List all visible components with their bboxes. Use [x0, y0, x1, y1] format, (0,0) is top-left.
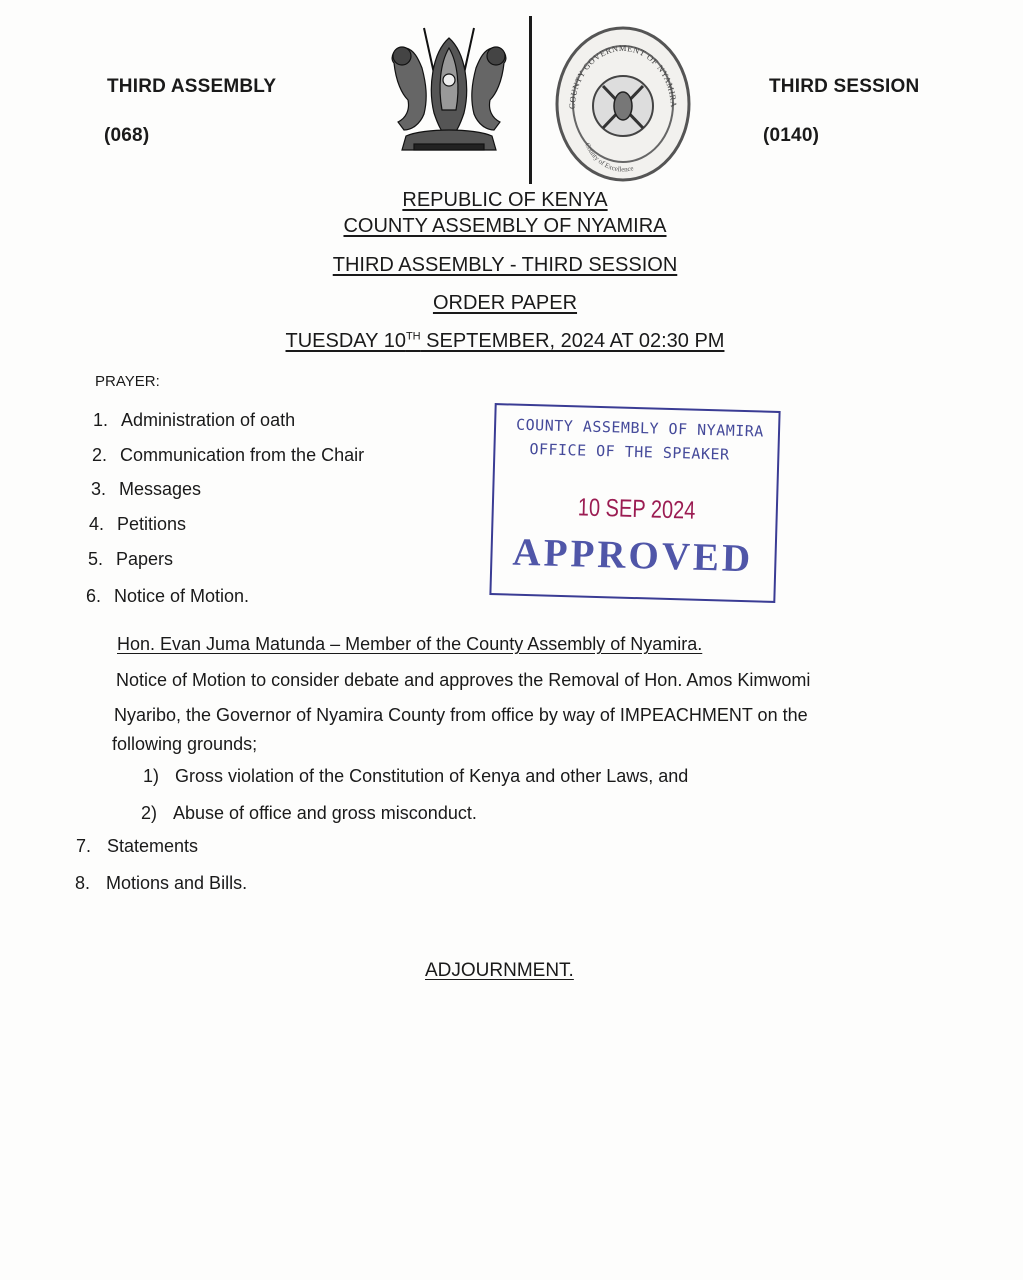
assembly-number: (068): [104, 125, 150, 146]
ground-item: 1) Gross violation of the Constitution of Kenya and other Laws, and: [143, 766, 689, 786]
list-item: 7. Statements: [76, 836, 199, 856]
motion-text-line: Notice of Motion to consider debate and approves the Removal of Hon. Amos Kimwomi: [116, 670, 811, 690]
session-number: (0140): [763, 125, 820, 146]
motion-text-line: Nyaribo, the Governor of Nyamira County from office by way of IMPEACHMENT on the: [114, 705, 808, 725]
seal-text: COUNTY GOVERNMENT OF NYAMIRA: [566, 42, 680, 110]
order-paper-title: ORDER PAPER: [432, 292, 578, 314]
list-item: 5. Papers: [88, 549, 174, 569]
ground-item: 2) Abuse of office and gross misconduct.: [141, 803, 477, 823]
county-seal-icon: [553, 24, 693, 184]
assembly-label: THIRD ASSEMBLY: [107, 76, 277, 97]
stamp-speaker-line: OFFICE OF THE SPEAKER: [529, 440, 730, 464]
list-item: 8. Motions and Bills.: [75, 873, 248, 893]
session-label: THIRD SESSION: [769, 76, 920, 97]
county-assembly-title: COUNTY ASSEMBLY OF NYAMIRA: [343, 215, 667, 237]
stamp-office-line: COUNTY ASSEMBLY OF NYAMIRA: [515, 415, 765, 441]
list-item: 4. Petitions: [89, 514, 187, 534]
approval-stamp: [489, 403, 780, 603]
republic-title: REPUBLIC OF KENYA: [402, 189, 608, 211]
sitting-date: TUESDAY 10TH SEPTEMBER, 2024 AT 02:30 PM: [285, 330, 725, 352]
session-title: THIRD ASSEMBLY - THIRD SESSION: [332, 254, 678, 276]
stamp-approved: APPROVED: [511, 530, 754, 581]
list-item: 3. Messages: [91, 479, 202, 499]
header-divider: [529, 16, 532, 184]
adjournment-heading: ADJOURNMENT.: [425, 960, 574, 981]
stamp-date: 10 SEP 2024: [577, 493, 696, 525]
seal-motto: County of Excellence: [583, 141, 635, 174]
motion-mover: Hon. Evan Juma Matunda – Member of the County Assembly of Nyamira.: [117, 634, 703, 654]
motion-text-line: following grounds;: [112, 734, 258, 754]
kenya-coat-of-arms-icon: [384, 18, 514, 158]
prayer-heading: PRAYER:: [95, 373, 160, 390]
list-item: 2. Communication from the Chair: [92, 445, 365, 465]
list-item: 1. Administration of oath: [93, 410, 296, 430]
list-item: 6. Notice of Motion.: [86, 586, 250, 606]
